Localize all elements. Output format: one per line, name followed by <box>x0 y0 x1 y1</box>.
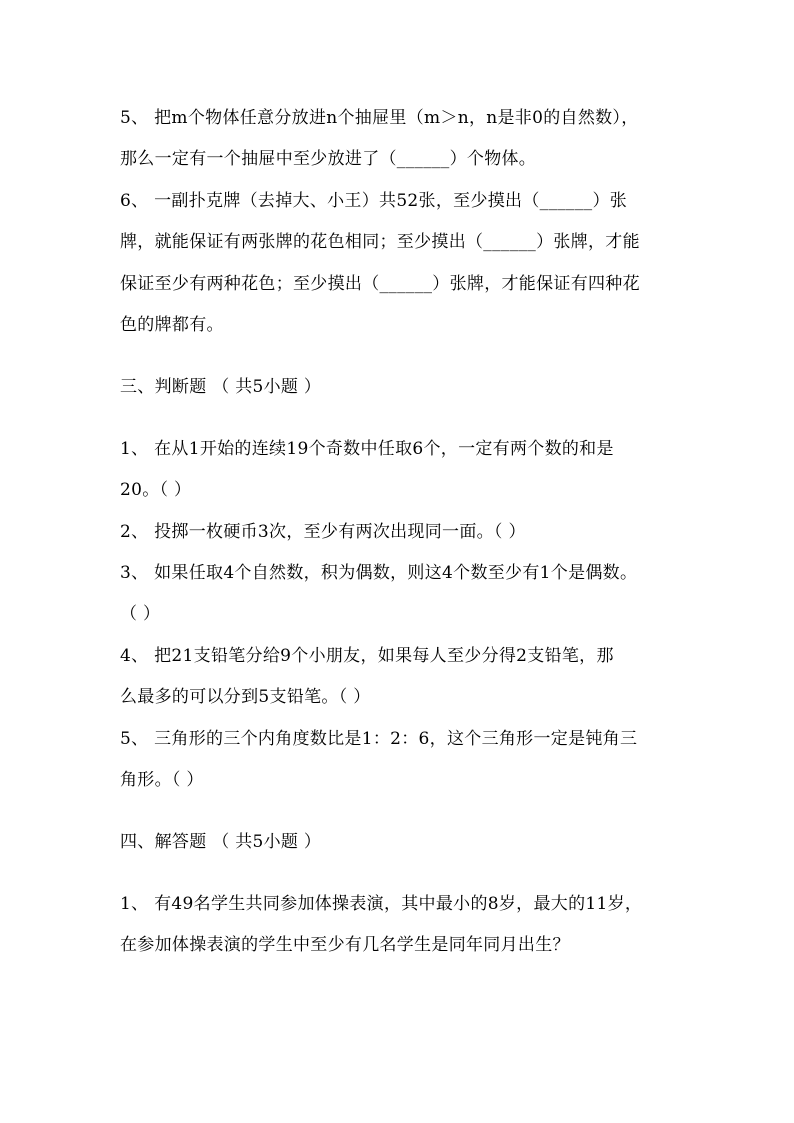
solve-q1-line1: 1、 有49名学生共同参加体操表演，其中最小的8岁，最大的11岁， <box>120 894 643 914</box>
judge-q4-line1: 4、 把21支铅笔分给9个小朋友，如果每人至少分得2支铅笔，那 <box>120 646 614 666</box>
judge-q5-line2: 角形。（ ） <box>120 770 204 790</box>
judge-q3-line2: （ ） <box>120 604 161 624</box>
judge-q3-line1: 3、 如果任取4个自然数，积为偶数，则这4个数至少有1个是偶数。 <box>120 563 638 583</box>
judge-q1-line2: 20。（ ） <box>120 480 192 500</box>
section-heading-judgement: 三、判断题 （ 共5小题 ） <box>120 377 322 397</box>
fill-q6-line3: 保证至少有两种花色；至少摸出（______）张牌，才能保证有四种花 <box>120 274 640 294</box>
fill-q6-line4: 色的牌都有。 <box>120 315 224 335</box>
fill-q5-line2: 那么一定有一个抽屉中至少放进了（______）个物体。 <box>120 149 537 169</box>
solve-q1-line2: 在参加体操表演的学生中至少有几名学生是同年同月出生？ <box>120 935 570 955</box>
judge-q4-line2: 么最多的可以分到5支铅笔。（ ） <box>120 687 371 707</box>
fill-q6-line2: 牌，就能保证有两张牌的花色相同；至少摸出（______）张牌，才能 <box>120 232 640 252</box>
judge-q1-line1: 1、 在从1开始的连续19个奇数中任取6个，一定有两个数的和是 <box>120 439 614 459</box>
fill-q6-line1: 6、 一副扑克牌（去掉大、小王）共52张，至少摸出（______）张 <box>120 191 628 211</box>
section-heading-solution: 四、解答题 （ 共5小题 ） <box>120 832 322 852</box>
fill-q5-line1: 5、 把m个物体任意分放进n个抽屉里（m＞n，n是非0的自然数）， <box>120 108 639 128</box>
judge-q2-line1: 2、 投掷一枚硬币3次，至少有两次出现同一面。（ ） <box>120 522 526 542</box>
judge-q5-line1: 5、 三角形的三个内角度数比是1：2：6，这个三角形一定是钝角三 <box>120 729 638 749</box>
